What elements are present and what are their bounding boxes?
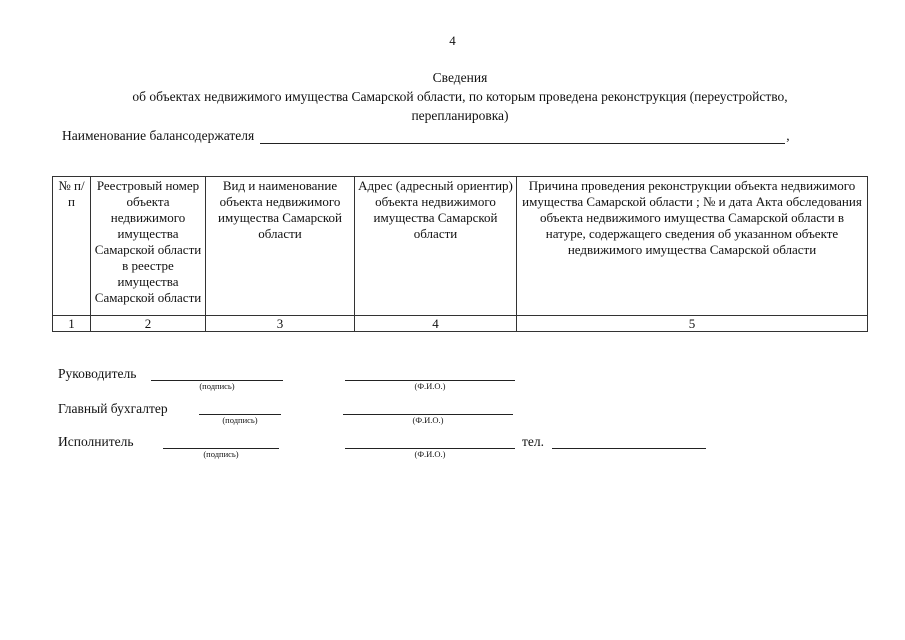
header-cell-num: № п/п: [53, 177, 91, 316]
phone-label: тел.: [522, 434, 545, 449]
owner-blank-line[interactable]: [260, 130, 785, 144]
accountant-signature-caption: (подпись): [222, 415, 258, 425]
accountant-name-caption: (Ф.И.О.): [412, 415, 444, 425]
executor-signature-caption: (подпись): [203, 449, 239, 459]
number-cell: 4: [355, 316, 517, 332]
number-cell: 1: [53, 316, 91, 332]
title-line-3: перепланировка): [411, 108, 509, 123]
title-line-2: об объектах недвижимого имущества Самарской области, по которым проведена реконструкция (переустройство,: [132, 89, 788, 104]
table-number-row: [53, 316, 868, 332]
executor-label: Исполнитель: [58, 434, 134, 449]
title-line-1: Сведения: [432, 70, 488, 85]
number-cell: 2: [91, 316, 206, 332]
document-title: [60, 68, 860, 125]
number-cell: 5: [517, 316, 868, 332]
objects-table: [52, 176, 868, 332]
owner-comma: ,: [786, 128, 790, 143]
head-name-caption: (Ф.И.О.): [414, 381, 446, 391]
owner-label: Наименование балансодержателя: [62, 128, 255, 143]
number-cell: 3: [206, 316, 355, 332]
header-cell-registry-number: Реестровый номер объекта недвижимого имущества Самарской области в реестре имущества Самарской области: [91, 177, 206, 316]
executor-name-caption: (Ф.И.О.): [414, 449, 446, 459]
phone-line[interactable]: [552, 448, 706, 449]
accountant-label: Главный бухгалтер: [58, 401, 168, 416]
page-number: 4: [449, 33, 456, 48]
head-label: Руководитель: [58, 366, 137, 381]
header-cell-address: Адрес (адресный ориентир) объекта недвижимого имущества Самарской области: [355, 177, 517, 316]
header-cell-object-name: Вид и наименование объекта недвижимого имущества Самарской области: [206, 177, 355, 316]
table-header-row: [53, 177, 868, 316]
header-cell-reason: Причина проведения реконструкции объекта недвижимого имущества Самарской области ; № и дата Акта обследования объекта недвижимого имущества Самарской области в натуре, содержащего сведения об указанном объекте недвижимого имущества Самарской области: [517, 177, 868, 316]
owner-row: [62, 128, 790, 144]
head-signature-caption: (подпись): [199, 381, 235, 391]
